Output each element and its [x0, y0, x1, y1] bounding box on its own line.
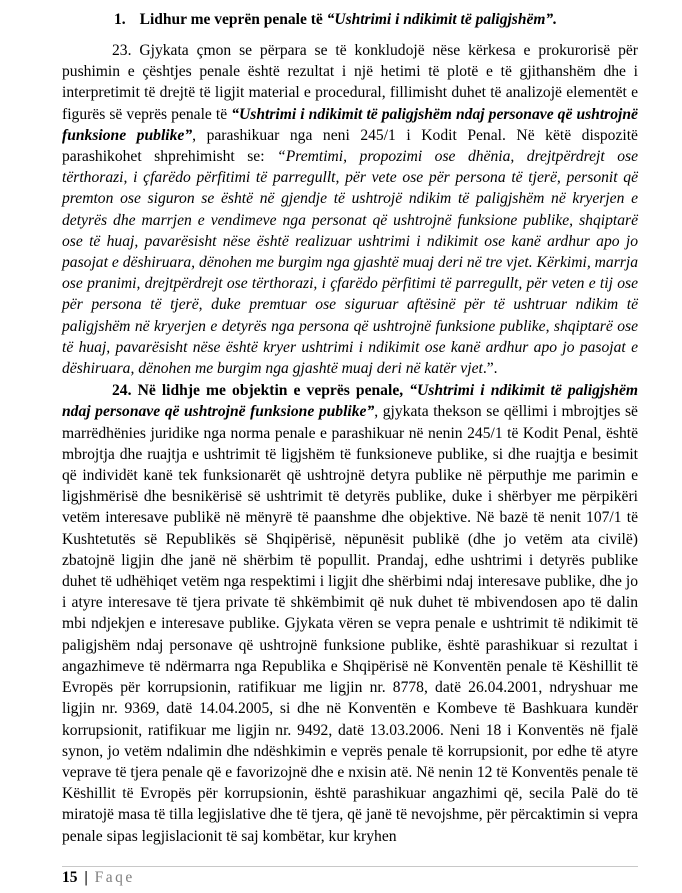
- p23-intro: 23. Gjykata çmon se përpara se të konkludojë nëse kërkesa e prokurorisë për pushimin e çështjes penale është rezultat i një hetimi të plotë e të gjithanshëm dhe i interpretimit të drejtë të ligjit material e procedural, fillimisht duhet të analizojë elementët e figurës së veprës penale të: [62, 42, 638, 123]
- heading-number: 1.: [114, 11, 126, 28]
- p23-offense-name: “Ushtrimi i ndikimit të paligjshëm ndaj personave që ushtrojnë funksione publike”: [62, 105, 638, 144]
- p23-legal-quote: “Premtimi, propozimi ose dhënia, drejtpërdrejt ose tërthorazi, i çfarëdo përfitimi të parregullt, për vete ose për persona të tjerë, personit që premton ose siguron se është në gjendje të ushtrojë ndikim të paligjshëm në kryerjen e detyrës dhe marrjen e vendimeve nga personat që ushtrojnë funksione publike, shqiptarë ose të huaj, pavarësisht nëse është realizuar ushtrimi i ndikimit ose kanë ardhur apo jo pasojat e dëshiruara, dënohen me burgim nga gjashtë muaj deri në tre vjet. Kërkimi, marrja ose pranimi, drejtpërdrejt ose tërthorazi, i çfarëdo përfitimi të parregullt, për veten e tij ose për persona të tjerë, duke premtuar ose siguruar aftësinë për të ushtruar ndikim të paligjshëm në kryerjen e detyrës nga persona që ushtrojnë funksione publike, shqiptarë ose të huaj, pavarësisht nëse është kryer ushtrimi i ndikimit ose kanë ardhur apo jo pasojat e dëshiruara, dënohen me burgim nga gjashtë muaj deri në katër vjet: [62, 148, 638, 378]
- p23-quote-end: .”.: [482, 360, 498, 378]
- footer-separator: |: [84, 869, 88, 886]
- heading-text: Lidhur me veprën penale të: [139, 11, 327, 28]
- paragraph-24: [62, 380, 638, 846]
- section-heading: [114, 9, 638, 30]
- p23-reference: , parashikuar nga neni 245/1 i Kodit Penal. Në këtë dispozitë parashikohet shprehimisht se:: [62, 126, 638, 166]
- heading-offense-name: “Ushtrimi i ndikimit të paligjshëm”.: [326, 11, 558, 28]
- paragraph-23: [62, 40, 638, 379]
- page-number: 15: [62, 869, 78, 886]
- p24-body: , gjykata thekson se qëllimi i mbrojtjes së marrëdhënies juridike nga norma penale e parashikuar në nenin 245/1 të Kodit Penal, është mbrojtja dhe ruajtja e ushtrimit të ligjshëm të funksioneve publike, si dhe ruajtja e besimit që individët kanë tek funksionarët që ushtrojnë detyra publike në përputhje me parimin e ligjshmërisë dhe besnikërisë së ushtrimit të detyrës publike, duke i shërbyer me përpikëri vetëm interesave publikë në mënyrë të paanshme dhe objektive. Në bazë të nenit 107/1 të Kushtetutës së Republikës së Shqipërisë, nëpunësit publikë (dhe jo vetëm ata civilë) zbatojnë ligjin dhe janë në shërbim të popullit. Prandaj, edhe ushtrimi i detyrës publike duhet të udhëhiqet vetëm nga respektimi i ligjit dhe shërbimi ndaj interesave publike, dhe jo i atyre interesave të tjera private të shkëmbimit që nuk duhet të mbivendosen apo të dalin mbi ndjekjen e interesave publike. Gjykata vëren se vepra penale e ushtrimit të ndikimit të paligjshëm ndaj personave që ushtrojnë funksione publike, është parashikuar si rezultat i angazhimeve të ndërmarra nga Republika e Shqipërisë në Konventën penale të Këshillit të Evropës për korrupsionin, ratifikuar me ligjin nr. 8778, datë 26.04.2001, ndryshuar me ligjin nr. 9369, datë 14.04.2005, si dhe në Konventën e Kombeve të Bashkuara kundër korrupsionit, ratifikuar me ligjin nr. 9492, datë 13.03.2006. Neni 18 i Konventës në fjalë synon, jo vetëm ndalimin dhe ndëshkimin e veprës penale të korrupsionit, por edhe të atyre veprave të tjera penale që e favorizojnë dhe e nxisin atë. Në nenin 12 të Konventës penale të Këshillit të Evropës për korrupsionin, është parashikuar angazhimi që, secila Palë do të miratojë masa të tilla legjislative dhe të tjera, që janë të nevojshme, për përcaktimin si vepra penale sipas legjislacionit të saj kombëtar, kur kryhen: [62, 403, 638, 845]
- page-footer: [62, 866, 638, 887]
- p24-lead: Në lidhje me objektin e veprës penale,: [137, 382, 410, 400]
- footer-label: Faqe: [94, 869, 135, 886]
- p24-number: 24.: [112, 382, 138, 400]
- p24-offense-name: “Ushtrimi i ndikimit të paligjshëm ndaj personave që ushtrojnë funksione publike”: [62, 382, 639, 421]
- document-page: [62, 9, 638, 847]
